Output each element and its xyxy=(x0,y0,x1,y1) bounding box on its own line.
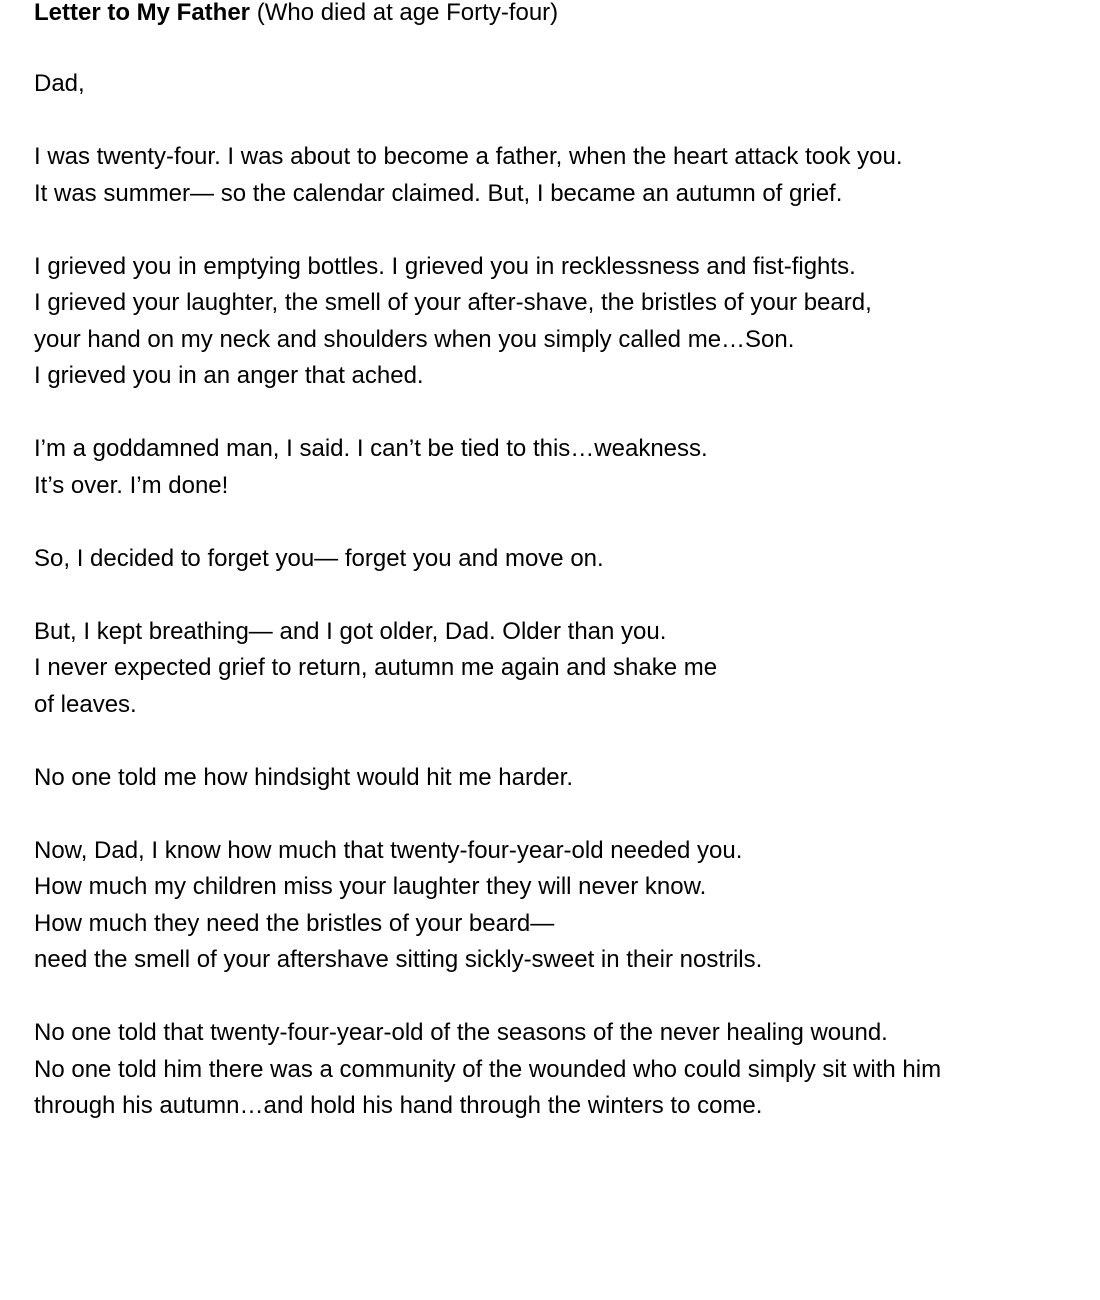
letter-body xyxy=(34,66,1084,1161)
poem-line: your hand on my neck and shoulders when you simply called me…Son. xyxy=(34,325,795,353)
stanza-2 xyxy=(34,249,1084,395)
poem-line: through his autumn…and hold his hand through the winters to come. xyxy=(34,1092,763,1119)
stanza-8 xyxy=(34,1015,1084,1125)
poem-line: How much my children miss your laughter they will never know. xyxy=(34,873,707,900)
stanza-4 xyxy=(34,541,1084,578)
poem-line: I grieved you in an anger that ached. xyxy=(34,362,424,389)
poem-line: need the smell of your aftershave sitting sickly-sweet in their nostrils. xyxy=(34,946,763,973)
poem-line: I was twenty-four. I was about to become a father, when the heart attack took you. xyxy=(34,143,903,170)
poem-line: No one told me how hindsight would hit me harder. xyxy=(34,763,573,791)
poem-line: of leaves. xyxy=(34,690,137,718)
poem-line: It’s over. I’m done! xyxy=(34,471,229,499)
poem-heading xyxy=(34,0,558,28)
poem-title: Letter to My Father xyxy=(34,0,251,26)
poem-line: Now, Dad, I know how much that twenty-four-year-old needed you. xyxy=(34,836,743,864)
poem-line: So, I decided to forget you— forget you and move on. xyxy=(34,544,604,572)
stanza-1 xyxy=(34,139,1084,212)
stanza-7 xyxy=(34,833,1084,979)
poem-line: No one told him there was a community of the wounded who could simply sit with him xyxy=(34,1055,942,1083)
salutation: Dad, xyxy=(34,70,85,97)
poem-line: I grieved your laughter, the smell of your after-shave, the bristles of your beard, xyxy=(34,289,872,316)
poem-line: I’m a goddamned man, I said. I can’t be tied to this…weakness. xyxy=(34,435,708,462)
stanza-6 xyxy=(34,760,1084,797)
salutation-block xyxy=(34,66,1084,103)
poem-line: How much they need the bristles of your beard— xyxy=(34,909,555,937)
poem-line: I never expected grief to return, autumn me again and shake me xyxy=(34,654,718,681)
poem-line: But, I kept breathing— and I got older, Dad. Older than you. xyxy=(34,617,667,645)
stanza-3 xyxy=(34,431,1084,504)
poem-line: I grieved you in emptying bottles. I grieved you in recklessness and fist-fights. xyxy=(34,252,856,280)
poem-line: It was summer— so the calendar claimed. But, I became an autumn of grief. xyxy=(34,179,843,207)
poem-subtitle: (Who died at age Forty-four) xyxy=(250,0,559,26)
poem-line: No one told that twenty-four-year-old of the seasons of the never healing wound. xyxy=(34,1019,888,1046)
stanza-5 xyxy=(34,614,1084,724)
